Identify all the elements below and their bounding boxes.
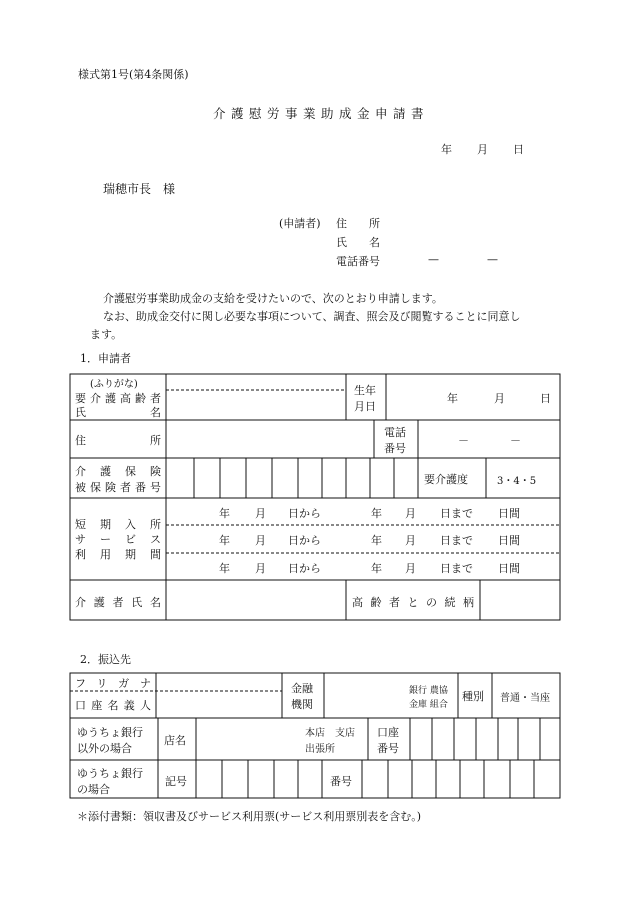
period-end-month: 月 [405,562,416,575]
phone-dash-1: — [428,253,439,266]
institution-label-1: 金融 [291,682,313,695]
institution-kind-2: 金庫 組合 [409,700,448,710]
period-from: 日から [288,507,321,520]
period-days: 日間 [498,507,520,520]
period-start-month: 月 [255,507,266,520]
short-stay-label-3: 利用期間 [75,548,161,561]
yucho-label-1: ゆうちょ銀行 [77,767,143,780]
insurance-label-2: 被保険者番号 [75,481,161,494]
short-stay-label-2: サービス [75,533,161,546]
period-end-year: 年 [371,562,382,575]
care-level-value: 3・4・5 [497,476,537,487]
period-from: 日から [288,534,321,547]
period-start-year: 年 [219,507,230,520]
period-start-month: 月 [255,534,266,547]
furigana-label-2: フリガナ [75,677,151,690]
applicant-name-label: 氏 名 [336,236,380,249]
addressee: 瑞穂市長 様 [103,182,176,196]
date-month-label: 月 [477,143,488,156]
section2-heading: 2．振込先 [80,653,131,666]
insurance-label-1: 介護保険 [75,465,161,478]
section1-heading: 1．申請者 [80,352,131,365]
period-until: 日まで [440,507,473,520]
period-until: 日まで [440,562,473,575]
birth-day: 日 [540,392,551,405]
non-yucho-label-2: 以外の場合 [77,742,132,755]
birth-month: 月 [494,392,505,405]
phone-hyphen-1: － [458,434,469,447]
account-type-value: 普通・当座 [500,693,550,704]
institution-kind-1: 銀行 農協 [409,686,448,696]
period-start-year: 年 [219,562,230,575]
birth-label-1: 生年 [354,384,376,397]
form-number: 様式第1号(第4条関係) [78,68,189,81]
footnote: ＊添付書類：領収書及びサービス利用票(サービス利用票別表を含む。) [77,810,422,823]
symbol-label: 記号 [165,775,187,788]
period-days: 日間 [498,562,520,575]
body-line-2: なお、助成金交付に関し必要な事項について、調査、照会及び閲覧することに同意し [103,310,521,323]
applicant-label: (申請者) [279,217,321,230]
address-label: 住所 [75,434,161,447]
account-type-label: 種別 [462,690,484,703]
applicant-phone-label: 電話番号 [336,255,380,268]
date-year-label: 年 [441,143,452,156]
period-end-year: 年 [371,507,382,520]
phone-label-1: 電話 [384,426,406,439]
furigana-label: (ふりがな) [90,379,138,390]
non-yucho-label-1: ゆうちょ銀行 [77,726,143,739]
branch-name-label: 店名 [164,734,186,747]
number-label: 番号 [330,775,352,788]
yucho-label-2: の場合 [77,783,110,796]
birth-label-2: 月日 [354,400,376,413]
caregiver-name-label: 介護者氏名 [75,596,161,609]
period-end-month: 月 [405,534,416,547]
account-holder-label: 口座名義人 [75,699,151,712]
period-from: 日から [288,562,321,575]
page-title: 介護慰労事業助成金申請書 [213,106,430,121]
phone-label-2: 番号 [384,442,406,455]
phone-dash-2: — [487,253,498,266]
account-no-label-2: 番号 [377,742,399,755]
birth-year: 年 [447,392,458,405]
body-line-3: ます。 [90,328,123,341]
relationship-label: 高齢者との続柄 [352,596,474,609]
elderly-name-label-2: 氏名 [75,406,161,419]
period-start-year: 年 [219,534,230,547]
period-end-month: 月 [405,507,416,520]
care-level-label: 要介護度 [424,473,468,486]
applicant-address-label: 住 所 [336,217,380,230]
branch-kind-2: 出張所 [305,744,335,755]
period-end-year: 年 [371,534,382,547]
short-stay-label-1: 短期入所 [75,518,161,531]
branch-kind-1: 本店 支店 [305,728,355,739]
period-days: 日間 [498,534,520,547]
institution-label-2: 機関 [291,698,313,711]
account-no-label-1: 口座 [377,726,399,739]
phone-hyphen-2: － [510,434,521,447]
body-line-1: 介護慰労事業助成金の支給を受けたいので、次のとおり申請します。 [103,292,443,305]
period-until: 日まで [440,534,473,547]
date-day-label: 日 [513,143,524,156]
period-start-month: 月 [255,562,266,575]
elderly-name-label-1: 要介護高齢者 [75,392,161,405]
